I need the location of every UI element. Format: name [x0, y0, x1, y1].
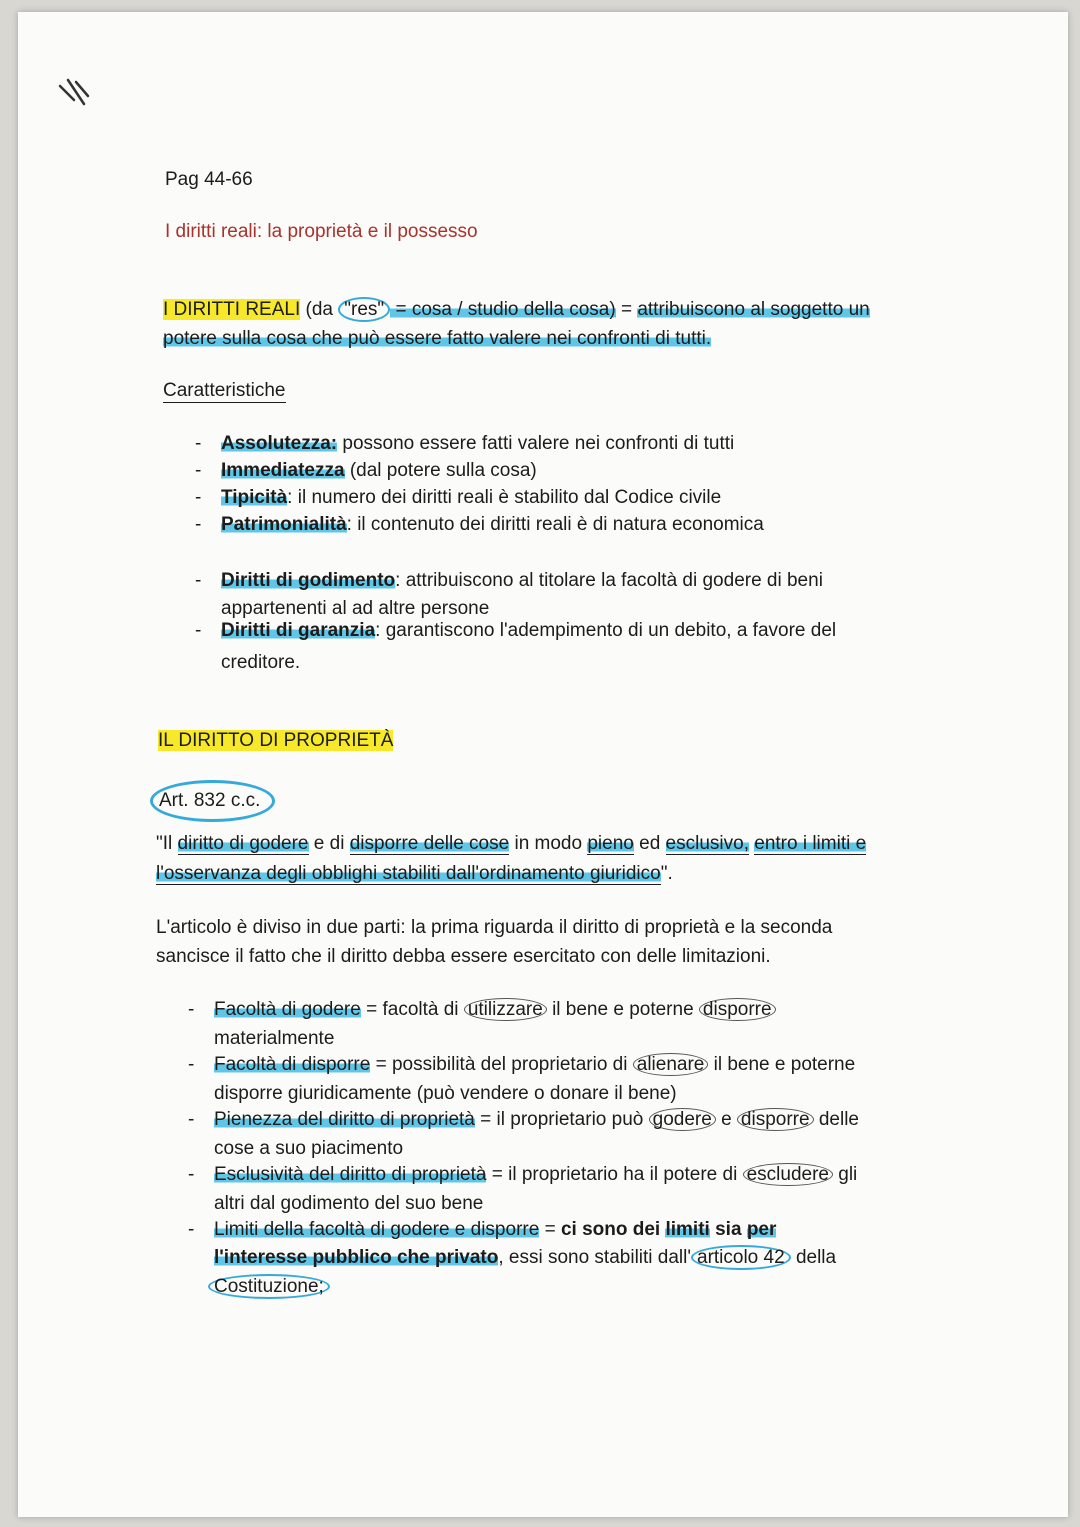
proprieta-heading: IL DIRITTO DI PROPRIETÀ: [158, 730, 394, 751]
list-item-continuation: appartenenti al ad altre persone: [221, 598, 490, 619]
list-item-continuation: materialmente: [214, 1028, 335, 1049]
list-item: - Pienezza del diritto di proprietà = il proprietario può godere e disporre delle: [188, 1109, 859, 1130]
diritti-reali-heading: I DIRITTI REALI: [163, 299, 301, 320]
caratteristiche-heading: Caratteristiche: [163, 380, 286, 401]
diritti-reali-definition-line2: potere sulla cosa che può essere fatto valere nei confronti di tutti.: [163, 328, 712, 349]
list-item: - Facoltà di godere = facoltà di utilizzare il bene e poterne disporre: [214, 998, 776, 1022]
costituzione-reference: Costituzione;: [208, 1274, 330, 1299]
list-item: - Esclusività del diritto di proprietà = il proprietario ha il potere di escludere gli: [188, 1164, 858, 1185]
list-item: - Diritti di garanzia: garantiscono l'adempimento di un debito, a favore del: [195, 620, 837, 641]
article-reference: Art. 832 c.c.: [150, 780, 275, 822]
list-item: - Limiti della facoltà di godere e disporre = ci sono dei limiti sia per: [188, 1219, 777, 1240]
diritti-reali-definition-line1: I DIRITTI REALI (da "res" = cosa / studio della cosa) = attribuiscono al soggetto un: [163, 299, 870, 320]
list-item: - Immediatezza (dal potere sulla cosa): [195, 460, 537, 481]
list-item: - Patrimonialità: il contenuto dei diritti reali è di natura economica: [195, 514, 764, 535]
list-item: - Facoltà di disporre = possibilità del proprietario di alienare il bene e poterne: [188, 1054, 856, 1075]
list-item-continuation: altri dal godimento del suo bene: [214, 1193, 484, 1214]
page-range: Pag 44-66: [165, 169, 253, 190]
list-item-continuation: cose a suo piacimento: [214, 1138, 404, 1159]
document-page: [18, 12, 1068, 1517]
article-explanation-line2: sancisce il fatto che il diritto debba essere esercitato con delle limitazioni.: [156, 946, 771, 967]
list-item: - Tipicità: il numero dei diritti reali è stabilito dal Codice civile: [195, 487, 722, 508]
list-item-continuation: creditore.: [221, 652, 301, 673]
list-item-continuation: [208, 1275, 330, 1299]
res-term: "res": [338, 297, 390, 322]
list-item-continuation: l'interesse pubblico che privato, essi sono stabiliti dall' articolo 42 della: [214, 1247, 837, 1268]
article-quote-line2: l'osservanza degli obblighi stabiliti dall'ordinamento giuridico".: [156, 863, 673, 884]
page-subtitle: I diritti reali: la proprietà e il possesso: [165, 221, 478, 242]
list-item: - Diritti di godimento: attribuiscono al titolare la facoltà di godere di beni: [195, 570, 823, 591]
list-item-continuation: disporre giuridicamente (può vendere o donare il bene): [214, 1083, 677, 1104]
list-item: - Assolutezza: possono essere fatti valere nei confronti di tutti: [195, 433, 735, 454]
article-explanation-line1: L'articolo è diviso in due parti: la prima riguarda il diritto di proprietà e la seconda: [156, 917, 833, 938]
articolo-42-reference: articolo 42: [691, 1245, 791, 1270]
article-quote-line1: "Il diritto di godere e di disporre delle cose in modo pieno ed esclusivo, entro i limiti e: [156, 833, 867, 854]
